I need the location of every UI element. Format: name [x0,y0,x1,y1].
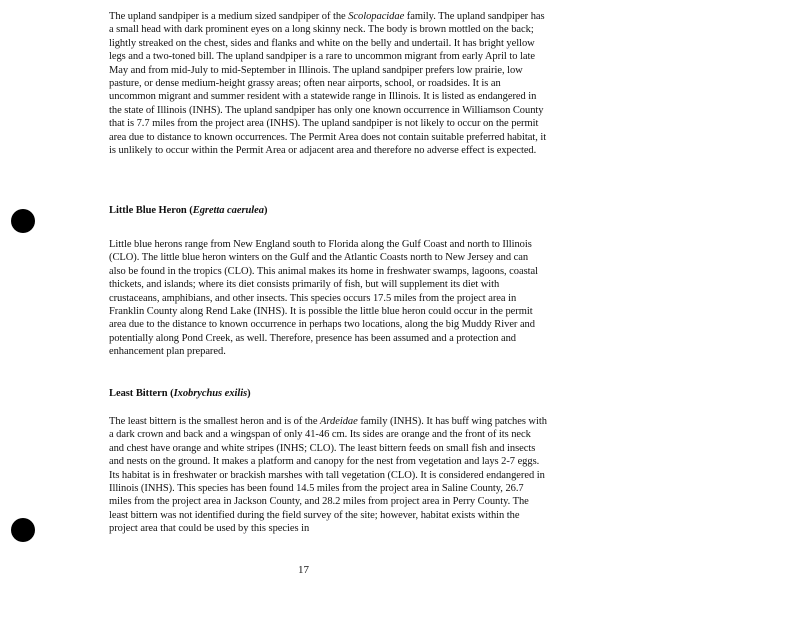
ardeidae-family-name: Ardeidae [320,416,358,427]
little-blue-heron-paragraph: Little blue herons range from New England south to Florida along the Gulf Coast and north to Illinois (CLO). The little blue heron winters on the Gulf and the Atlantic Coasts north to New Jersey and can also be found in the tropics (CLO). This animal makes its home in freshwater swamps, lagoons, coastal thickets, and islands; where its diet consists primarily of fish, but will supplement its diet with crustaceans, amphibians, and other insects. This species occurs 17.5 miles from the project area in Franklin County along Rend Lake (INHS). It is possible the little blue heron could occur in the permit area due to the distance to known occurrence in perhaps two locations, along the big Muddy River and potentially along Pond Creek, as well. Therefore, presence has been assumed and a protection and enhancement plan prepared. [109,239,538,358]
least-bittern-heading: Least Bittern (Ixobrychus exilis) [109,388,251,399]
upland-sandpiper-paragraph: The upland sandpiper is a medium sized sandpiper of the Scolopacidae family. The upland sandpiper has a small head with dark prominent eyes on a long skinny neck. The body is brown mottled on the back; lightly streaked on the chest, sides and flanks and white on the belly and undertail. It has bright yellow legs and a two-toned bill. The upland sandpiper is a rare to uncommon migrant from early April to late May and from mid-July to mid-September in Illinois. The upland sandpiper prefers low prairie, low pasture, or dense medium-height grassy areas; often near airports, school, or roadsides. It is an uncommon migrant and summer resident with a statewide range in Illinois. It is listed as endangered in the state of Illinois (INHS). The upland sandpiper has only one known occurrence in Williamson County that is 7.7 miles from the project area (INHS). The upland sandpiper is not likely to occur on the permit area due to distance to known occurrences. The Permit Area does not contain suitable preferred habitat, it is unlikely to occur within the Permit Area or adjacent area and therefore no adverse effect is expected. [109,11,547,157]
binder-hole-bottom [11,518,35,542]
binder-hole-top [11,209,35,233]
little-blue-heron-scientific-name: Egretta caerulea [192,205,264,216]
scolopacidae-family-name: Scolopacidae [348,11,405,22]
little-blue-heron-heading: Little Blue Heron (Egretta caerulea) [109,205,268,216]
least-bittern-scientific-name: Ixobrychus exilis [173,388,248,399]
page-number: 17 [298,564,309,576]
least-bittern-paragraph: The least bittern is the smallest heron and is of the Ardeidae family (INHS). It has buff wing patches with a dark crown and back and a wingspan of only 41-46 cm. Its sides are orange and the front of its neck and chest have orange and white stripes (INHS; CLO). The least bittern feeds on small fish and insects and nests on the ground. It makes a platform and canopy for the nest from vegetation and lays 2-7 eggs. Its habitat is in freshwater or brackish marshes with tall vegetation (CLO). It is considered endangered in Illinois (INHS). This species has been found 14.5 miles from the project area in Saline County, 26.7 miles from the project area in Jackson County, and 28.2 miles from project area in Perry County. The least bittern was not identified during the field survey of the site; however, habitat exists within the project area that could be used by this species in [109,416,547,535]
